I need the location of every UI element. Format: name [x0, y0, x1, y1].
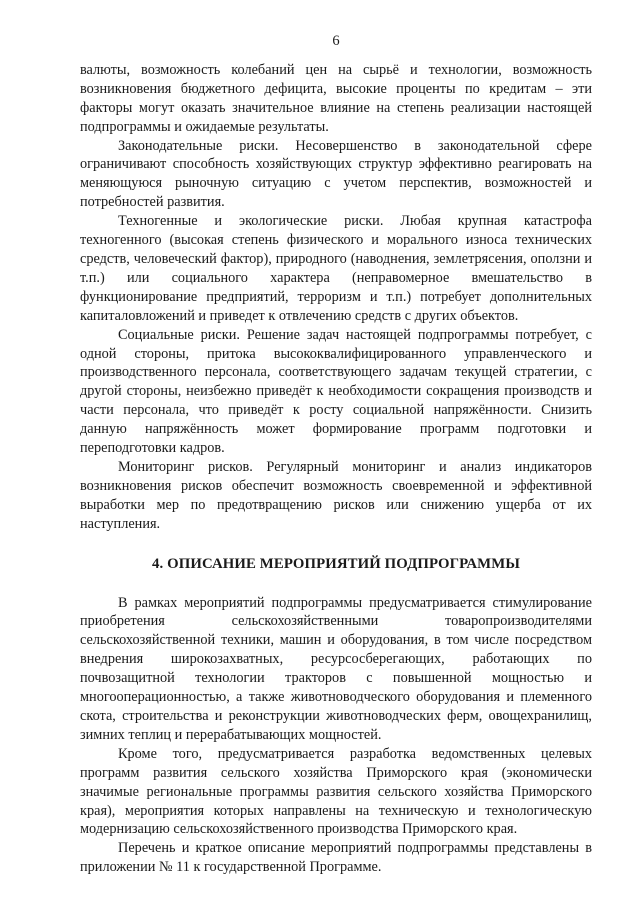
paragraph-technogenic-risks: Техногенные и экологические риски. Любая крупная катастрофа техногенного (высокая степень физического и морального износа технических средств, человеческий фактор), природного (наводнения, землетрясения, оползни и т.п.) или социального характера (неправомерное вмешательство в функционирование предприятий, терроризм и т.п.) потребует дополнительных капиталовложений и приведет к отвлечению средств с других объектов.: [80, 213, 592, 324]
paragraph-social-risks: Социальные риски. Решение задач настоящей подпрограммы потребует, с одной стороны, притока высококвалифицированного управленческого и производственного персонала, соответствующего задачам текущей стратегии, с другой стороны, неизбежно приведёт к необходимости сокращения производств и части персонала, что приведёт к росту социальной напряжённости. Снизить данную напряжённость может формирование программ подготовки и переподготовки кадров.: [80, 326, 592, 457]
paragraph-subprogram-measures: В рамках мероприятий подпрограммы предусматривается стимулирование приобретения сельскохозяйственными товаропроизводителями сельскохозяйственной техники, машин и оборудования, в том числе посредством внедрения широкозахватных, ресурсосберегающих, работающих по почвозащитной технологии тракторов с повышенной мощностью и многооперационностью, а также животноводческого оборудования и племенного скота, строительства и реконструкции животноводческих ферм, овощехранилищ, зимних теплиц и перерабатывающих мощностей.: [80, 594, 592, 743]
paragraph-appendix-reference: Перечень и краткое описание мероприятий подпрограммы представлены в приложении № 11 к государственной Программе.: [80, 840, 592, 876]
document-page: [80, 32, 592, 877]
paragraph-departmental-programs: Кроме того, предусматривается разработка ведомственных целевых программ развития сельского хозяйства Приморского края (экономически значимые региональные программы развития сельского хозяйства Приморского края), мероприятия которых направлены на техническую и технологическую модернизацию сельскохозяйственного производства Приморского края.: [80, 745, 592, 838]
section-heading: 4. ОПИСАНИЕ МЕРОПРИЯТИЙ ПОДПРОГРАММЫ: [152, 555, 520, 572]
paragraph-legislative-risks: Законодательные риски. Несовершенство в законодательной сфере ограничивают способность хозяйствующих структур эффективно реагировать на меняющуюся рыночную ситуацию с учетом перспектив, возможностей и потребностей развития.: [80, 137, 592, 211]
page-number: 6: [332, 33, 340, 49]
paragraph-risk-monitoring: Мониторинг рисков. Регулярный мониторинг и анализ индикаторов возникновения рисков обеспечит возможность своевременной и эффективной выработки мер по предотвращению рисков или снижению ущерба от их наступления.: [80, 458, 592, 532]
paragraph-currency-risks: валюты, возможность колебаний цен на сырьё и технологии, возможность возникновения бюджетного дефицита, высокие проценты по кредитам – эти факторы могут оказать значительное влияние на степень реализации настоящей подпрограммы и ожидаемые результаты.: [80, 61, 592, 135]
